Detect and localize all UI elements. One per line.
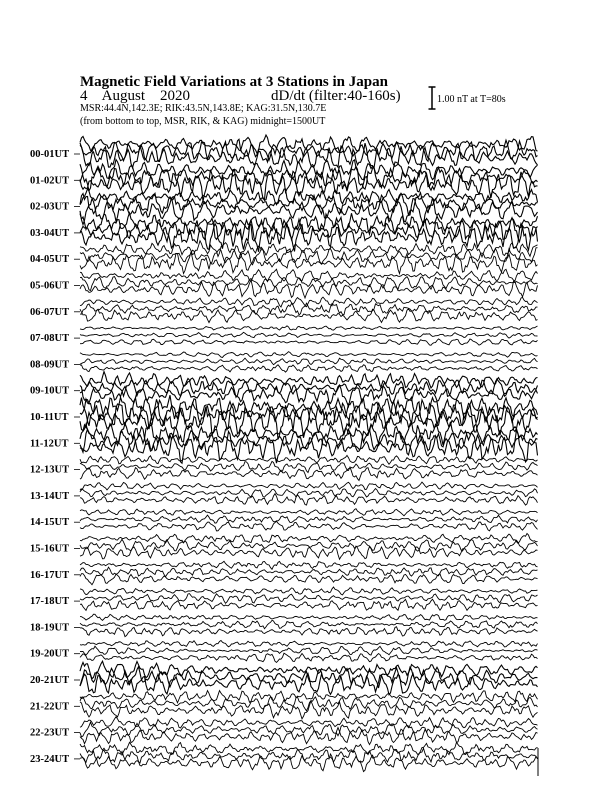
- trace-08-09UT-RIK: [80, 358, 538, 365]
- trace-14-15UT-MSR: [80, 521, 538, 531]
- trace-19-20UT-MSR: [80, 653, 538, 662]
- trace-17-18UT-KAG: [80, 587, 538, 595]
- trace-15-16UT-MSR: [80, 546, 538, 559]
- trace-13-14UT-KAG: [80, 482, 538, 490]
- trace-16-17UT-KAG: [80, 561, 538, 569]
- trace-15-16UT-RIK: [80, 539, 538, 551]
- trace-07-08UT-MSR: [80, 339, 538, 345]
- row-label-04-05UT: 04-05UT: [30, 254, 70, 266]
- trace-19-20UT-RIK: [80, 646, 538, 655]
- trace-16-17UT-RIK: [80, 567, 538, 577]
- trace-20-21UT-MSR: [80, 673, 538, 694]
- trace-04-05UT-MSR: [80, 252, 538, 274]
- trace-18-19UT-RIK: [80, 620, 538, 628]
- trace-12-13UT-RIK: [80, 461, 538, 472]
- row-label-05-06UT: 05-06UT: [30, 280, 70, 292]
- trace-15-16UT-KAG: [80, 533, 538, 543]
- row-label-19-20UT: 19-20UT: [30, 648, 70, 660]
- row-label-16-17UT: 16-17UT: [30, 569, 70, 581]
- trace-22-23UT-KAG: [80, 717, 538, 728]
- row-label-11-12UT: 11-12UT: [30, 438, 69, 450]
- trace-01-02UT-KAG: [80, 160, 538, 183]
- row-label-17-18UT: 17-18UT: [30, 596, 70, 608]
- trace-12-13UT-KAG: [80, 455, 538, 464]
- trace-05-06UT-KAG: [80, 269, 538, 281]
- row-label-10-11UT: 10-11UT: [30, 412, 69, 423]
- row-label-20-21UT: 20-21UT: [30, 675, 70, 686]
- trace-10-11UT-RIK: [80, 398, 538, 430]
- trace-12-13UT-MSR: [80, 467, 538, 480]
- trace-06-07UT-MSR: [80, 309, 538, 323]
- row-label-23-24UT: 23-24UT: [30, 753, 70, 765]
- trace-08-09UT-KAG: [80, 352, 538, 358]
- row-label-00-01UT: 00-01UT: [30, 149, 70, 160]
- trace-21-22UT-KAG: [80, 691, 538, 703]
- trace-07-08UT-RIK: [80, 332, 538, 338]
- row-label-01-02UT: 01-02UT: [30, 175, 70, 187]
- trace-13-14UT-RIK: [80, 489, 538, 498]
- row-label-06-07UT: 06-07UT: [30, 306, 70, 318]
- row-label-12-13UT: 12-13UT: [30, 464, 70, 476]
- trace-06-07UT-KAG: [80, 297, 538, 307]
- row-label-13-14UT: 13-14UT: [30, 490, 70, 502]
- trace-07-08UT-KAG: [80, 326, 538, 330]
- trace-14-15UT-KAG: [80, 509, 538, 516]
- station-order-note: (from bottom to top, MSR, RIK, & KAG) midnight=1500UT: [80, 116, 326, 127]
- trace-01-02UT-RIK: [80, 164, 538, 191]
- row-label-08-09UT: 08-09UT: [30, 359, 70, 371]
- scale-label: 1.00 nT at T=80s: [437, 94, 506, 105]
- trace-18-19UT-KAG: [80, 614, 538, 620]
- row-label-09-10UT: 09-10UT: [30, 385, 70, 397]
- row-label-21-22UT: 21-22UT: [30, 701, 70, 713]
- row-label-18-19UT: 18-19UT: [30, 622, 70, 634]
- row-label-02-03UT: 02-03UT: [30, 201, 70, 213]
- trace-16-17UT-MSR: [80, 574, 538, 585]
- trace-14-15UT-RIK: [80, 515, 538, 523]
- trace-19-20UT-KAG: [80, 640, 538, 646]
- trace-08-09UT-MSR: [80, 365, 538, 372]
- chart-date: 4 August 2020: [80, 88, 191, 104]
- trace-17-18UT-MSR: [80, 599, 538, 610]
- chart-quantity: dD/dt (filter:40-160s): [271, 88, 401, 104]
- trace-18-19UT-MSR: [80, 627, 538, 637]
- row-label-22-23UT: 22-23UT: [30, 727, 70, 739]
- row-label-14-15UT: 14-15UT: [30, 517, 70, 529]
- row-label-07-08UT: 07-08UT: [30, 333, 70, 345]
- trace-13-14UT-MSR: [80, 494, 538, 505]
- row-label-03-04UT: 03-04UT: [30, 227, 70, 239]
- chart-title: Magnetic Field Variations at 3 Stations in Japan: [80, 74, 388, 90]
- row-label-15-16UT: 15-16UT: [30, 543, 70, 555]
- station-coordinates: MSR:44.4N,142.3E; RIK:43.5N,143.8E; KAG:31.5N,130.7E: [80, 103, 327, 114]
